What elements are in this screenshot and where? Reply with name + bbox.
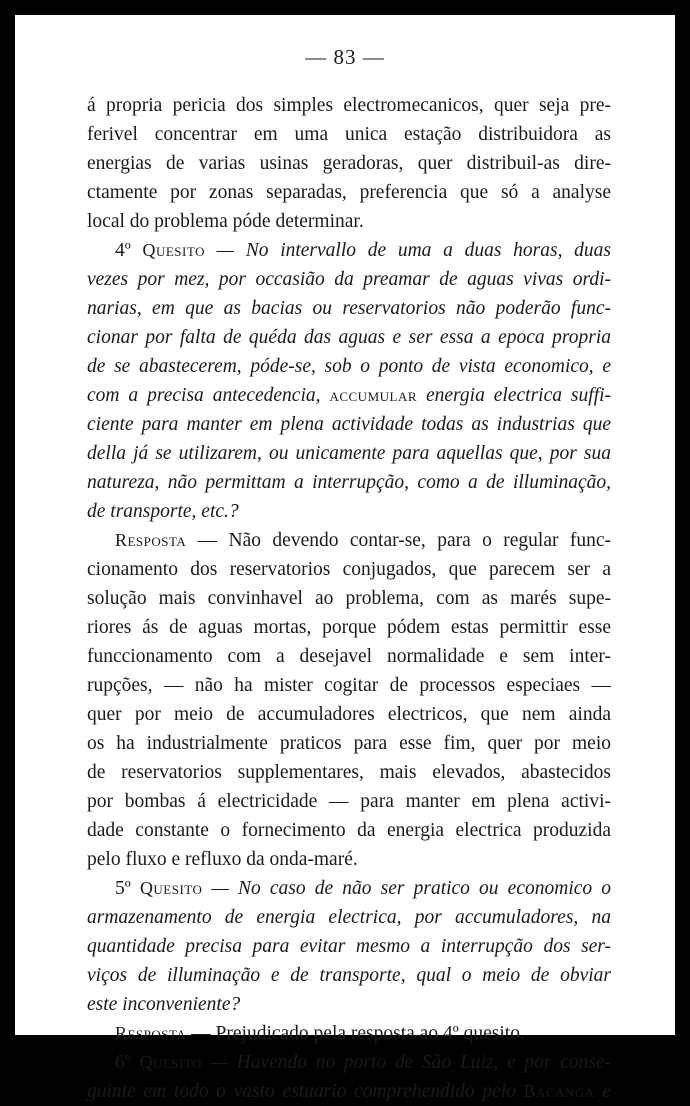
text-line [87, 207, 611, 236]
line-text: ciente para manter em plena actividade todas as industrias que [87, 414, 611, 435]
small-caps-word: accumular [329, 385, 418, 405]
line-text: narias, em que as bacias ou reservatorios não poderão func- [87, 298, 611, 319]
text-line [87, 932, 611, 961]
text-line [87, 410, 611, 439]
line-text: — No caso de não ser pratico ou economico o [211, 878, 612, 899]
line-text: de transporte, etc.? [87, 501, 239, 522]
section-label: Quesito [139, 1052, 202, 1072]
line-text: á propria pericia dos simples electromecanicos, quer seja pre- [87, 95, 611, 116]
line-text: ferivel concentrar em uma unica estação distribuidora as [87, 124, 611, 145]
line-text: della já se utilizarem, ou unicamente para aquellas que, por sua [87, 443, 611, 464]
text-line [87, 555, 611, 584]
line-text: quer por meio de accumuladores electricos, que nem ainda [87, 704, 611, 725]
text-line [87, 671, 611, 700]
text-line [87, 526, 611, 555]
line-text: natureza, não permittam a interrupção, como a de illuminação, [87, 472, 611, 493]
line-text: local do problema póde determinar. [87, 211, 364, 232]
text-line [87, 1019, 611, 1048]
body-text [87, 91, 611, 1106]
text-line [87, 758, 611, 787]
text-line [87, 497, 611, 526]
text-line [87, 613, 611, 642]
text-line [87, 265, 611, 294]
text-line [87, 584, 611, 613]
line-text: de reservatorios supplementares, mais elevados, abastecidos [87, 762, 611, 783]
line-text: vezes por mez, por occasião da preamar de aguas vivas ordi- [87, 269, 611, 290]
text-line [87, 642, 611, 671]
line-text: com a precisa antecedencia, [87, 385, 321, 406]
text-line [87, 961, 611, 990]
line-text: de se abastecerem, póde-se, sob o ponto de vista economico, e [87, 356, 611, 377]
line-text: viços de illuminação e de transporte, qual o meio de obviar [87, 965, 611, 986]
text-line [87, 352, 611, 381]
page-number: — 83 — [305, 45, 385, 69]
section-label: Quesito [139, 878, 203, 898]
text-line [87, 468, 611, 497]
line-text: energias de varias usinas geradoras, quer distribuil-as dire- [87, 153, 611, 174]
text-line [87, 149, 611, 178]
line-text: quantidade precisa para evitar mesmo a interrupção dos ser- [87, 936, 611, 957]
line-text: ctamente por zonas separadas, preferencia que só a analyse [87, 182, 611, 203]
line-text: rupções, — não ha mister cogitar de processos especiaes — [87, 675, 611, 696]
text-line [87, 874, 611, 903]
line-text: este inconveniente? [87, 994, 241, 1015]
line-tail: e [602, 1081, 612, 1102]
text-line [87, 1048, 611, 1077]
question-number: 4º [115, 240, 131, 261]
text-line [87, 323, 611, 352]
line-tail: energia electrica suffi- [425, 385, 612, 406]
line-text: — No intervallo de uma a duas horas, duas [216, 240, 612, 261]
line-text: dade constante o fornecimento da energia electrica produzida [87, 820, 611, 841]
question-number: 5º [115, 878, 131, 899]
text-line [87, 439, 611, 468]
small-caps-word: Bacanga [523, 1081, 595, 1101]
line-text: guinte em todo o vasto estuario comprehendido pelo [87, 1081, 516, 1102]
line-text: solução mais convinhavel ao problema, com as marés supe- [87, 588, 611, 609]
line-text: — Havendo no porto de São Luiz, e por conse- [210, 1052, 612, 1073]
text-line [87, 845, 611, 874]
text-line [87, 990, 611, 1019]
text-line [87, 294, 611, 323]
text-line [87, 381, 611, 410]
text-line [87, 816, 611, 845]
line-text: armazenamento de energia electrica, por accumuladores, na [87, 907, 611, 928]
book-page [15, 15, 675, 1102]
line-text: os ha industrialmente praticos para esse fim, quer por meio [87, 733, 611, 754]
text-line [87, 729, 611, 758]
line-text: funccionamento com a desejavel normalidade e sem inter- [87, 646, 611, 667]
line-text: cionar por falta de quéda das aguas e ser essa a epoca propria [87, 327, 611, 348]
section-label: Resposta [115, 530, 187, 550]
text-line [87, 1077, 611, 1106]
text-line [87, 700, 611, 729]
question-number: 6º [115, 1052, 131, 1073]
text-line [87, 91, 611, 120]
line-text: cionamento dos reservatorios conjugados, que parecem ser a [87, 559, 611, 580]
line-text: pelo fluxo e refluxo da onda-maré. [87, 849, 358, 870]
text-line [87, 236, 611, 265]
line-text: por bombas á electricidade — para manter em plena activi- [87, 791, 611, 812]
section-label: Resposta [115, 1023, 187, 1043]
text-line [87, 178, 611, 207]
line-text: — Não devendo contar-se, para o regular func- [197, 530, 612, 551]
text-line [87, 903, 611, 932]
line-text: — Prejudicado pela resposta ao 4º quesito. [191, 1023, 525, 1044]
section-label: Quesito [142, 240, 205, 260]
text-line [87, 120, 611, 149]
line-text: riores ás de aguas mortas, porque pódem estas permittir esse [87, 617, 611, 638]
text-line [87, 787, 611, 816]
